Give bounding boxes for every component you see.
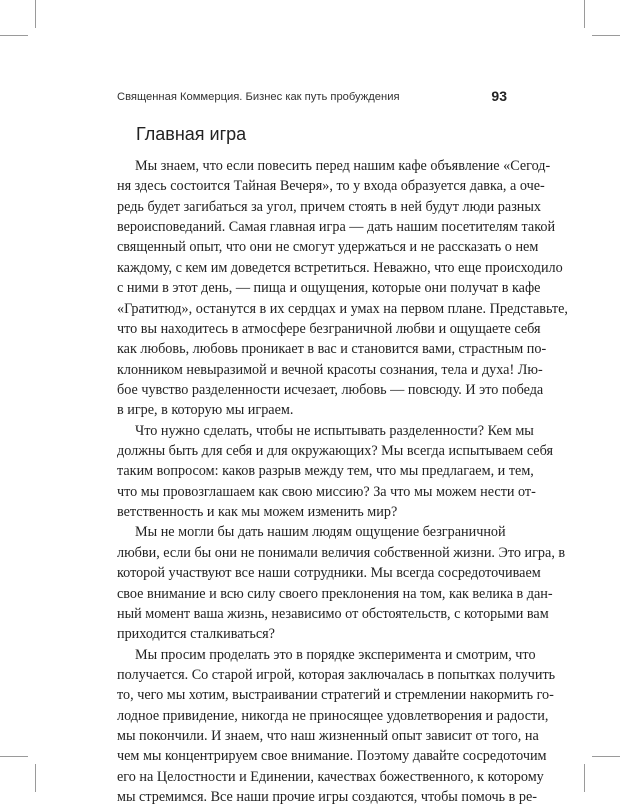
- text-line: священный опыт, что они не смогут удержаться и не рассказать о нем: [117, 239, 539, 256]
- text-line: приходится сталкиваться?: [117, 626, 275, 643]
- text-line: с ними в этот день, — пища и ощущения, которые они получат в кафе: [117, 280, 541, 297]
- text-line: его на Целостности и Единении, качествах божественного, к которому: [117, 768, 544, 785]
- text-line: как любовь, любовь проникает в вас и становится вами, страстным по-: [117, 341, 547, 358]
- crop-mark: [35, 764, 36, 792]
- text-line: ветственность и как мы можем изменить мир?: [117, 504, 398, 521]
- section-title: Главная игра: [136, 124, 247, 144]
- text-line: то, чего мы хотим, выстраивании стратегий и стремлении накормить го-: [117, 687, 554, 704]
- text-line: любви, если бы они не понимали величия собственной жизни. Это игра, в: [117, 544, 566, 561]
- text-line: получается. Со старой игрой, которая заключалась в попытках получить: [117, 666, 556, 683]
- text-line: должны быть для себя и для окружающих? Мы всегда испытываем себя: [117, 443, 553, 460]
- crop-mark: [592, 756, 620, 757]
- text-line: Мы не могли бы дать нашим людям ощущение безграничной: [135, 524, 506, 541]
- text-line: что вы находитесь в атмосфере безграничной любви и ощущаете себя: [117, 320, 541, 337]
- text-line: мы стремимся. Все наши прочие игры создаются, чтобы помочь в ре-: [117, 789, 538, 806]
- text-line: в игре, в которую мы играем.: [117, 402, 294, 419]
- text-line: чем мы концентрируем свое внимание. Поэтому давайте сосредоточим: [117, 748, 547, 765]
- text-line: свое внимание и всю силу своего преклонения на том, как велика в дан-: [117, 585, 553, 602]
- text-line: Что нужно сделать, чтобы не испытывать разделенности? Кем мы: [135, 422, 534, 439]
- crop-mark: [0, 35, 28, 36]
- text-line: редь будет загибаться за угол, причем стоять в ней будут люди разных: [117, 198, 542, 215]
- text-line: мы покончили. И знаем, что наш жизненный опыт зависит от того, на: [117, 728, 539, 745]
- text-line: ный момент ваша жизнь, независимо от обстоятельств, с которыми вам: [117, 605, 549, 622]
- body-text: [117, 156, 568, 808]
- text-line: бое чувство разделенности исчезает, любовь — повсюду. И это победа: [117, 381, 544, 398]
- crop-mark: [584, 764, 585, 792]
- text-line: которой участвуют все наши сотрудники. Мы всегда сосредоточиваем: [117, 565, 541, 582]
- running-header-title: Священная Коммерция. Бизнес как путь пробуждения: [117, 91, 400, 103]
- text-line: лодное привидение, никогда не приносящее удовлетворения и радости,: [117, 707, 549, 724]
- crop-mark: [35, 0, 36, 28]
- text-line: таким вопросом: каков разрыв между тем, что мы предлагаем, и тем,: [117, 463, 534, 480]
- crop-mark: [592, 35, 620, 36]
- page-number: 93: [491, 88, 507, 104]
- text-line: клонником невыразимой и вечной красоты сознания, тела и духа! Лю-: [117, 361, 543, 378]
- text-line: Мы знаем, что если повесить перед нашим кафе объявление «Сегод-: [135, 158, 551, 174]
- crop-mark: [0, 756, 28, 757]
- text-line: что мы провозглашаем как свою миссию? За что мы можем нести от-: [117, 483, 536, 500]
- text-line: «Гратитюд», останутся в их сердцах и умах на первом плане. Представьте,: [117, 300, 568, 317]
- text-line: ня здесь состоится Тайная Вечеря», то у входа образуется давка, а оче-: [117, 178, 545, 195]
- text-line: Мы просим проделать это в порядке эксперимента и смотрим, что: [135, 646, 536, 663]
- crop-mark: [584, 0, 585, 28]
- text-line: вероисповеданий. Самая главная игра — дать нашим посетителям такой: [117, 219, 556, 236]
- text-line: каждому, с кем им доведется встретиться. Неважно, что еще происходило: [117, 259, 563, 276]
